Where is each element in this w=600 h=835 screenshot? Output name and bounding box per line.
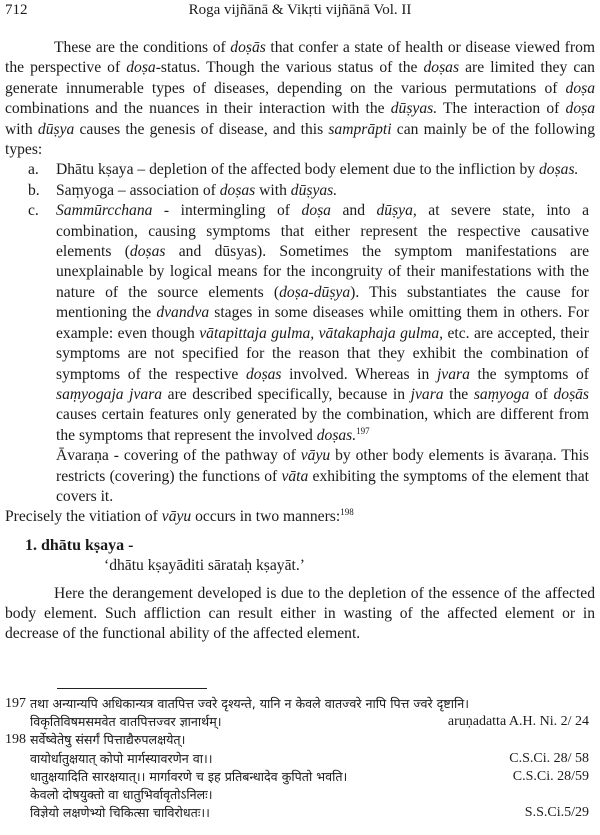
vitiation-sentence: Precisely the vitiation of vāyu occurs in two manners:$^{198}$	[5, 507, 354, 526]
running-head: Roga vijñānā & Vikṛti vijñānā Vol. II	[188, 2, 412, 18]
footnote-line: वायोर्धातुक्षयात् कोपो मार्गस्यावरणेन वा।। C.S.Ci. 28/ 58	[30, 750, 589, 766]
footnotes	[5, 695, 595, 822]
types-list	[5, 160, 595, 507]
quotation: ‘dhātu kṣayāditi sārataḥ kṣayāt.’	[104, 557, 305, 575]
explanation-paragraph: Here the derangement developed is due to the depletion of the essence of the affected body element. Such affliction can result either in wasting of the affected element or in decrease of the functional ability of the affected element.	[5, 584, 595, 643]
footnote-line: 197 तथा अन्यान्यपि अधिकान्यत्र वातपित्त ज्वरे दृश्यन्ते, यानि न केवले वातज्वरे नापि पित्त ज्वरे दृष्टानि।	[5, 696, 470, 711]
footnote-rule	[57, 688, 207, 689]
list-item: c. Sammūrcchana - intermingling of doṣa and dūṣya, at severe state, into a combination, causing symptoms that either represent the respective causative elements (doṣas and dūsyas). Sometimes the symptom manifestations are unexplainable by logical means for the incongruity of their manifestations with the nature of the source elements (doṣa-dūṣya). This substantiates the cause for mentioning the dvandva stages in some diseases while omitting them in others. For example: even though vātapittaja gulma, vātakaphaja gulma, etc. are accepted, their symptoms are not specified for the reason that they exhibit the combination of symptoms of the respective doṣas involved. Whereas in jvara the symptoms of saṃyogaja jvara are described specifically, because in jvara the saṃyoga of doṣās causes certain features only generated by the combination, which are different from the symptoms that represent the involved doṣas.$^{197}$	[28, 202, 590, 444]
page-number: 712	[5, 2, 28, 18]
main-text	[5, 38, 595, 645]
page-header	[5, 2, 595, 24]
footnote-line: विकृतिविषमसमवेत वातपित्तज्वर ज्ञानार्थम्। aruṇadatta A.H. Ni. 2/ 24	[30, 714, 589, 730]
list-item: a. Dhātu kṣaya – depletion of the affected body element due to the infliction by doṣas.	[28, 161, 579, 179]
avarana-paragraph: Āvaraṇa - covering of the pathway of vāyu by other body elements is āvaraṇa. This restricts (covering) the functions of vāta exhibiting the symptoms of the element that covers it.	[56, 447, 589, 505]
footnote-line: 198 सर्वेष्वेतेषु संसर्गं पित्ताद्यैरुपलक्षयेत्।	[5, 732, 186, 748]
section-heading: 1. dhātu kṣaya -	[25, 536, 134, 554]
footnote-line: धातुक्षयादिति सारक्षयात्।। मार्गावरणे च इह प्रतिबन्धादेव कुपितो भवति। C.S.Ci. 28/59	[30, 768, 589, 784]
footnote-line: विज्ञेयो लक्षणेभ्यो चिकित्सा चाविरोधतः।। S.S.Ci.5/29	[30, 805, 589, 821]
footnote-line: केवलो दोषयुक्तो वा धातुभिर्वावृतोऽनिलः।	[30, 786, 213, 802]
intro-paragraph: These are the conditions of doṣās that confer a state of health or disease viewed from the perspective of doṣa-status. Though the various status of the doṣas are limited they can generate innumerable types of diseases, depending on the various permutations of doṣa combinations and the nuances in their interaction with the dūṣyas. The interaction of doṣa with dūṣya causes the genesis of disease, and this samprāpti can mainly be of the following types:	[5, 39, 595, 159]
list-item: b. Saṃyoga – association of doṣas with dūṣyas.	[28, 181, 338, 199]
